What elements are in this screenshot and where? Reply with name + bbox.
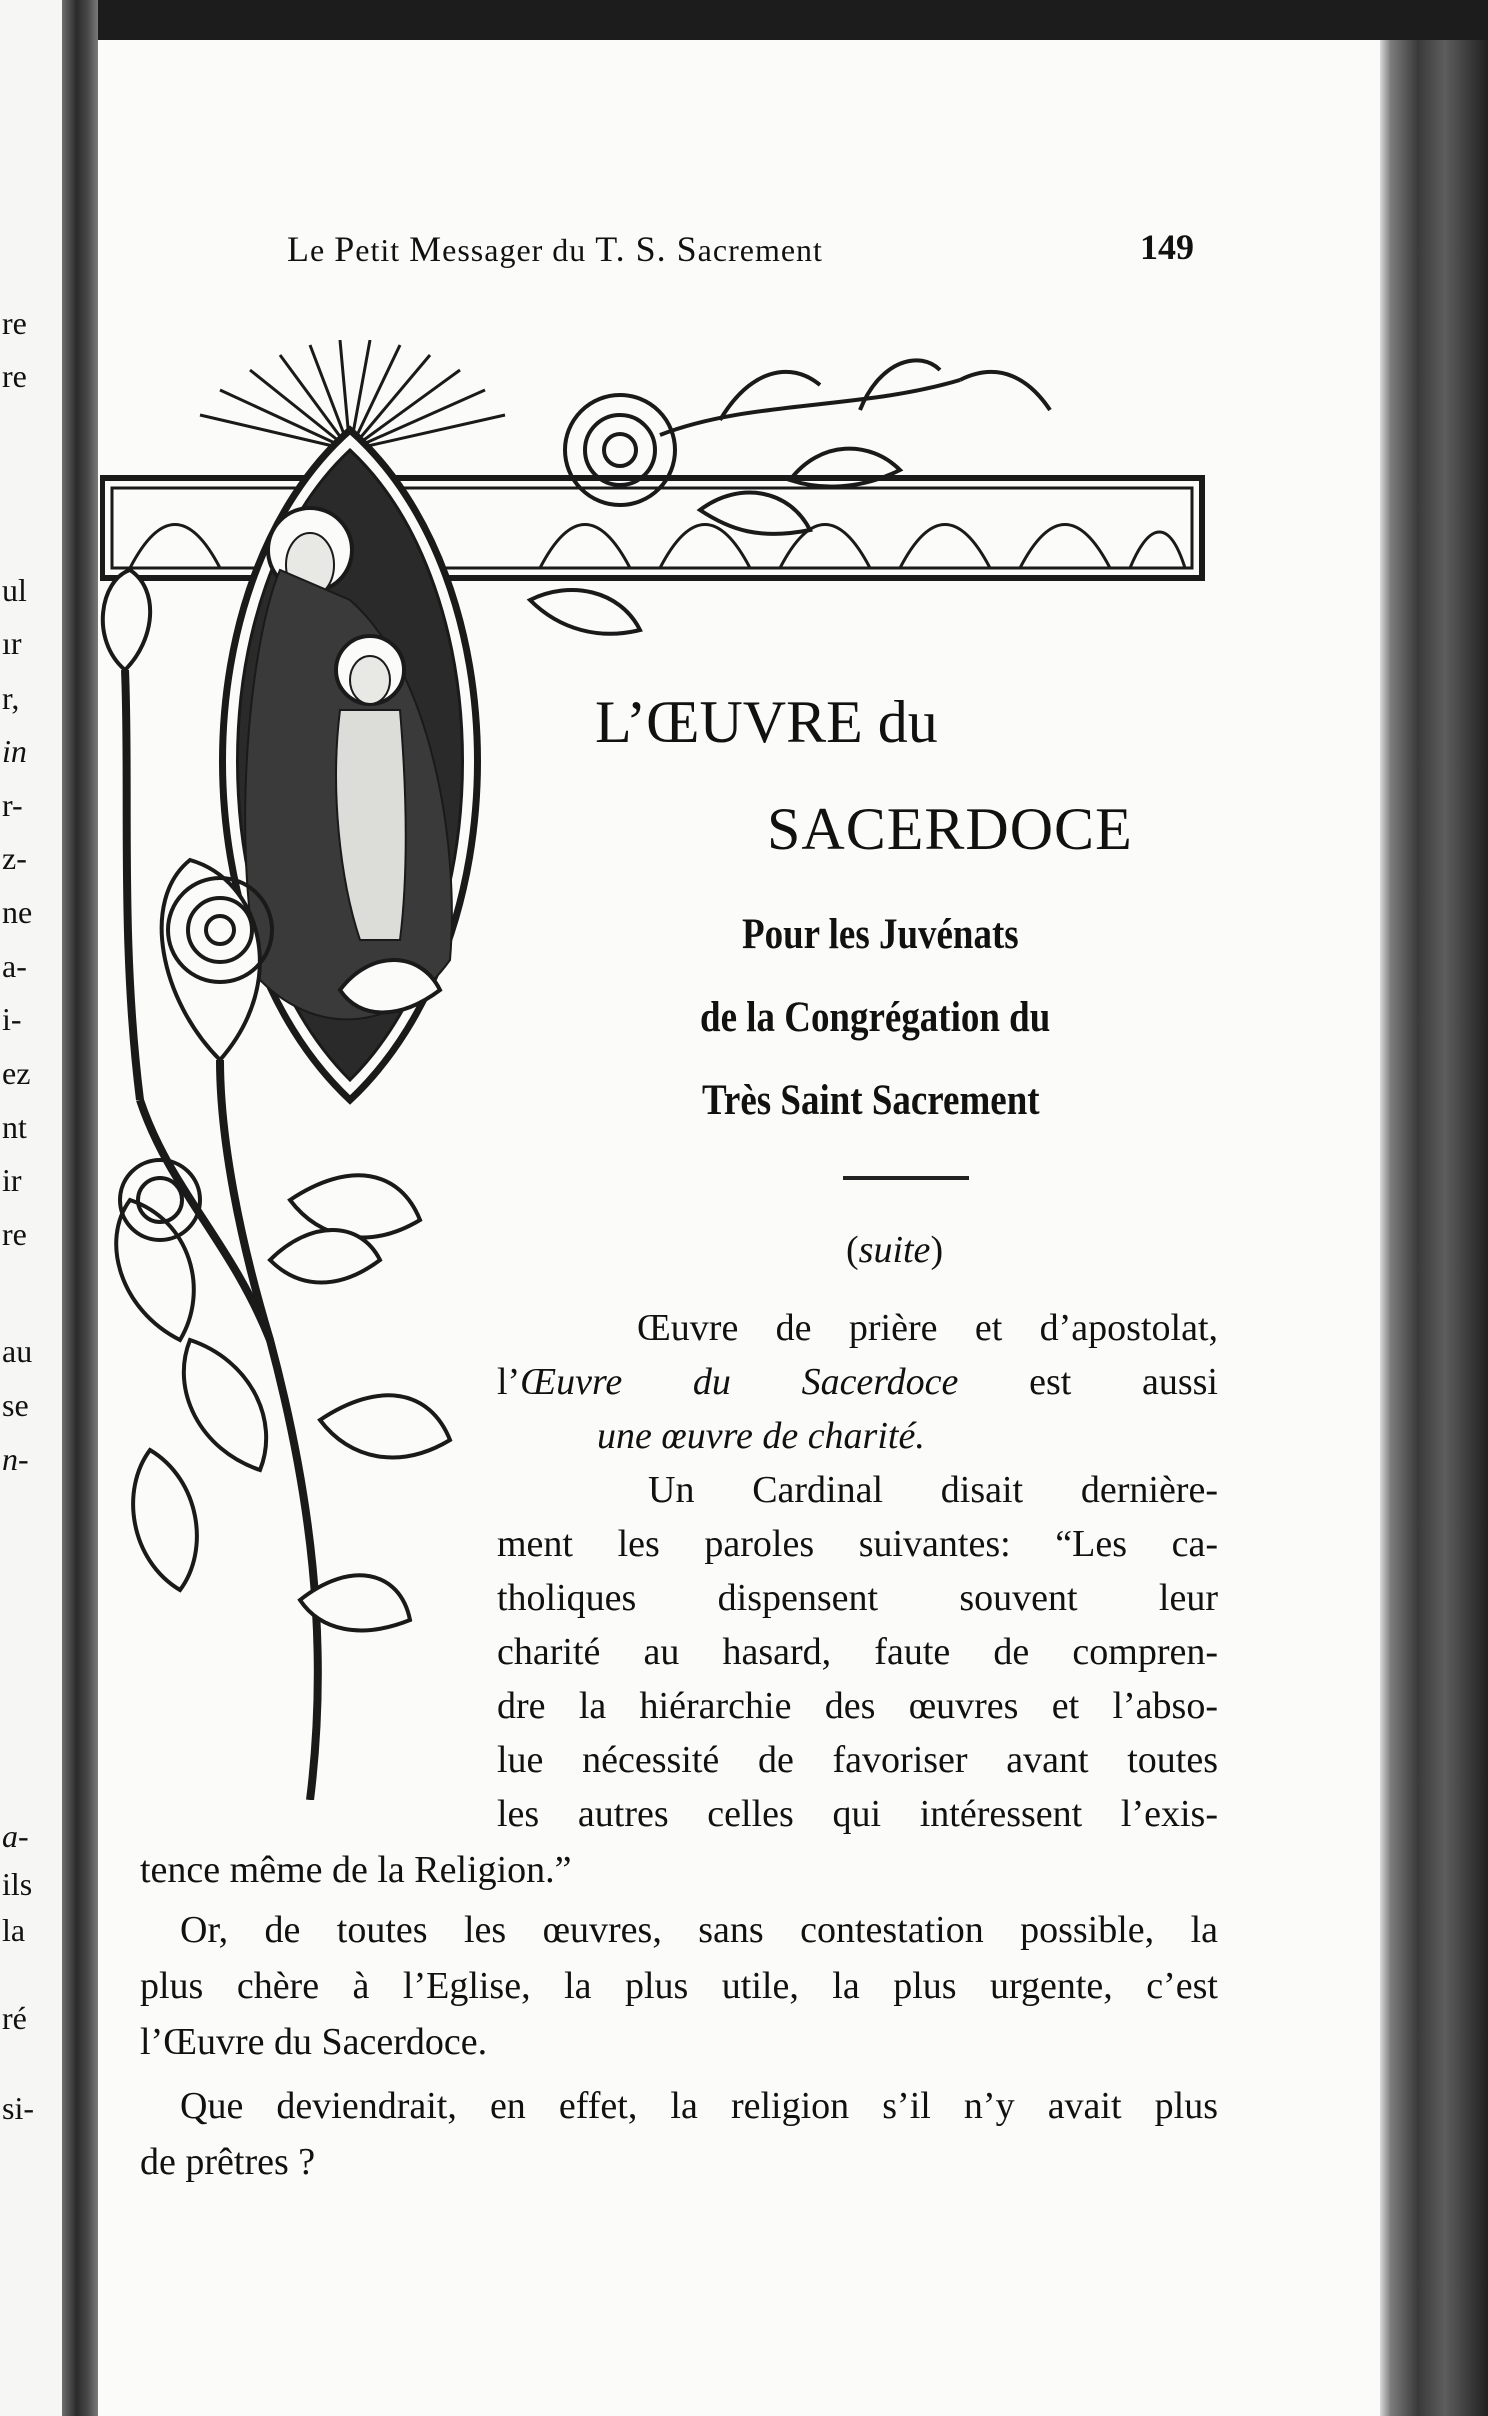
body-line: Œuvre de prière et d’apostolat, [637,1307,1218,1349]
book-gutter [62,0,98,2416]
left-page-fragment: nt [2,1109,27,1145]
subtitle-line: Très Saint Sacrement [702,1077,1040,1124]
body-line: une œuvre de charité. [597,1415,925,1457]
left-page-fragment: se [2,1387,29,1423]
left-page-fragment: ır [2,625,22,661]
body-line: charité au hasard, faute de compren- [497,1631,1218,1673]
title-line-2: SACERDOCE [767,796,1133,862]
left-page-fragment: in [2,733,27,769]
left-page-fragment: re [2,305,27,341]
body-line: les autres celles qui intéressent l’exis- [497,1793,1218,1835]
left-page-fragment: au [2,1333,33,1369]
body-line: l’Œuvre du Sacerdoce est aussi [497,1361,1218,1403]
body-line: plus chère à l’Eglise, la plus utile, la plus urgente, c’est [140,1965,1218,2007]
body-line: tholiques dispensent souvent leur [497,1577,1218,1619]
left-page-fragment: a- [2,948,27,984]
body-line: Or, de toutes les œuvres, sans contestation possible, la [180,1909,1218,1951]
left-page-fragment: ir [2,1162,22,1198]
subtitle-line: Pour les Juvénats [742,911,1019,958]
suite-label: (suite) [846,1229,944,1271]
separator-rule [843,1176,969,1180]
title-line-1: L’ŒUVRE du [595,689,938,755]
left-page-fragment: ez [2,1055,31,1091]
body-line: Un Cardinal disait dernière- [648,1469,1218,1511]
body-line: de prêtres ? [140,2141,316,2183]
left-page-fragment: r- [2,787,23,823]
left-page-fragment: la [2,1912,26,1948]
left-page-fragment: a- [2,1818,29,1854]
left-page-fragment: ré [2,2000,27,2036]
left-page-fragment: z- [2,840,27,876]
body-line: l’Œuvre du Sacerdoce. [140,2021,488,2063]
left-page-fragment: re [2,1216,27,1252]
left-page-fragment: si- [2,2090,34,2126]
left-page-fragment: r, [2,680,20,716]
running-head: Le Petit Messager du T. S. Sacrement [287,229,823,269]
left-page-fragment: i- [2,1001,22,1037]
previous-page-edge [0,0,63,2416]
left-page-fragment: n- [2,1441,29,1477]
body-line: lue nécessité de favoriser avant toutes [497,1739,1218,1781]
left-page-fragment: re [2,358,27,394]
body-line: Que deviendrait, en effet, la religion s’il n’y avait plus [180,2085,1218,2127]
left-page-fragment: ne [2,894,33,930]
body-line: ment les paroles suivantes: “Les ca- [497,1523,1218,1565]
left-page-fragment: ils [2,1866,33,1902]
left-page-fragment: ul [2,572,27,608]
page-stack-edge [1380,40,1488,2416]
page-number: 149 [1140,227,1194,267]
body-line: dre la hiérarchie des œuvres et l’abso- [497,1685,1218,1727]
body-line: tence même de la Religion.” [140,1849,572,1891]
subtitle-line: de la Congrégation du [700,994,1051,1041]
